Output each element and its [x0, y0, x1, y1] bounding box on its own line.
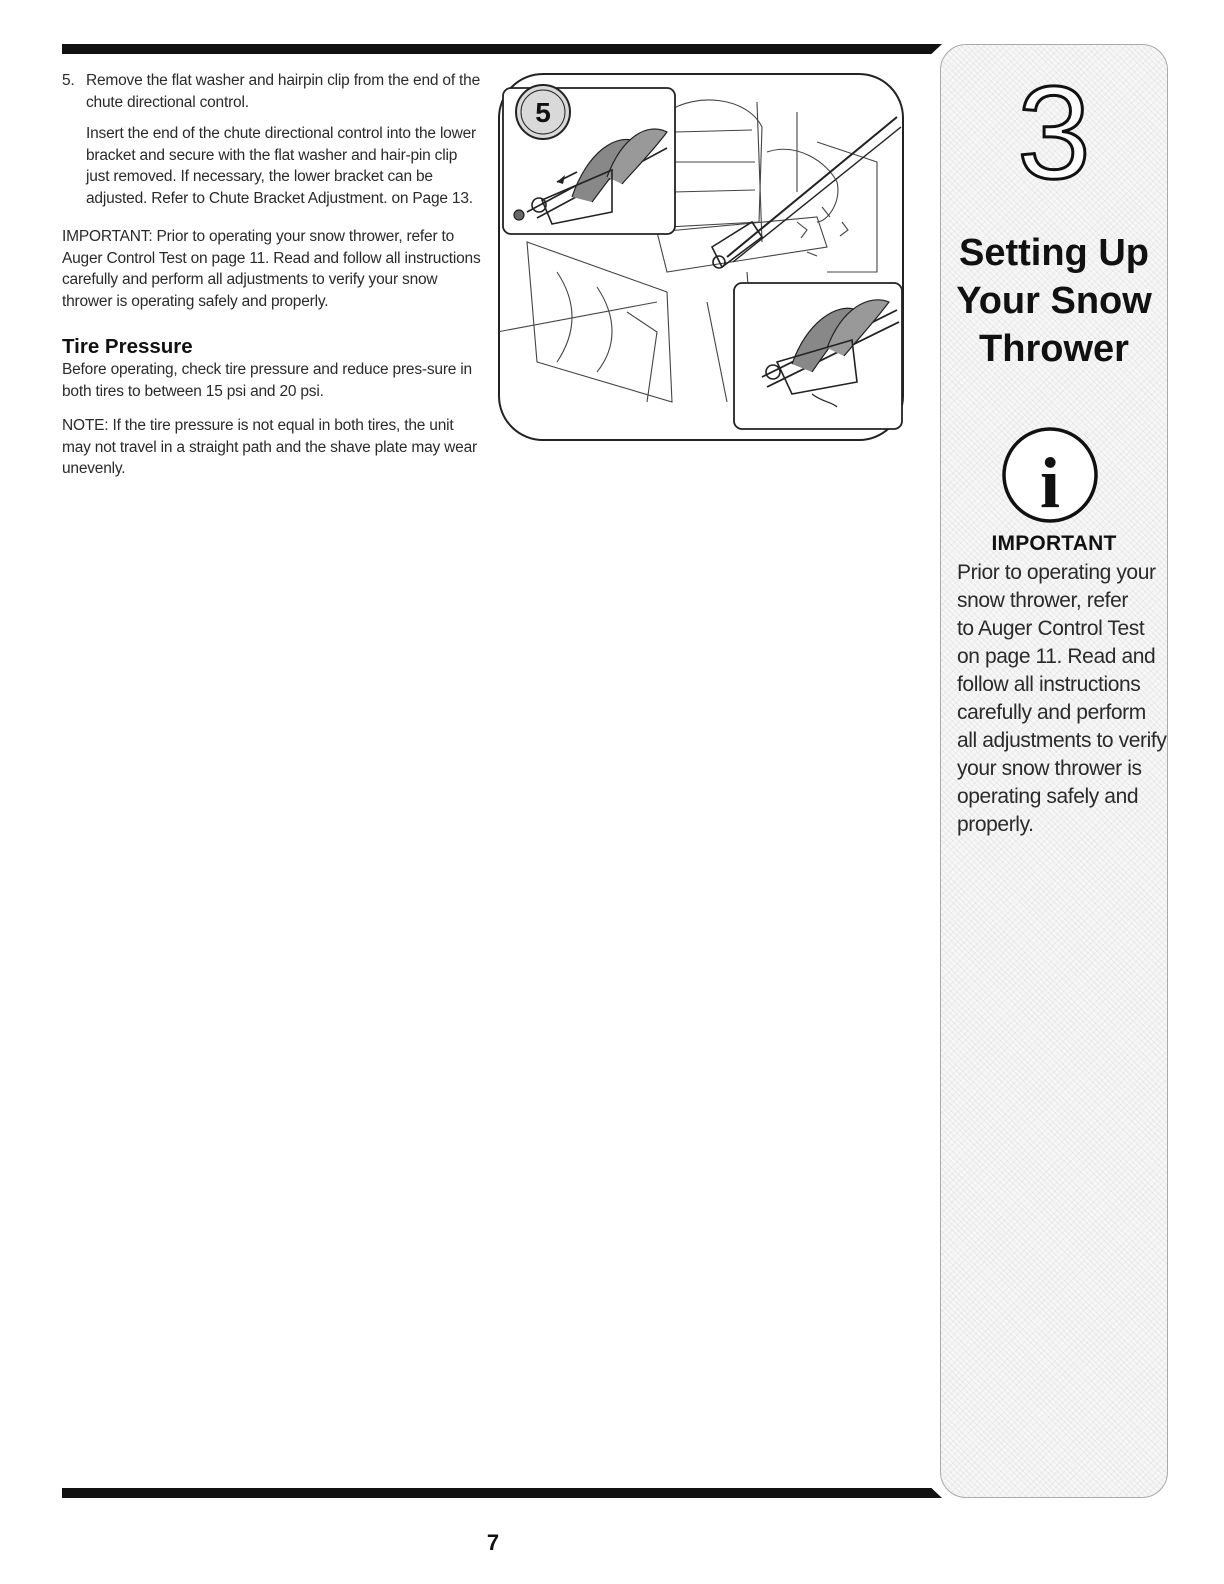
step-5-callout-number: 5 [535, 97, 551, 128]
chapter-title-line-1: Setting Up [959, 232, 1149, 274]
info-line-4: on page 11. Read and [957, 645, 1156, 668]
info-heading: IMPORTANT [991, 532, 1117, 555]
important-paragraph: IMPORTANT: Prior to operating your snow thrower, refer to Auger Control Test on page 11. Read and follow all instructions carefully and perform all adjustments to verify your snow thrower is operating safely and properly. [62, 228, 481, 310]
info-line-3: to Auger Control Test [957, 617, 1145, 640]
info-line-9: operating safely and [957, 785, 1139, 808]
step-5-paragraph-2: Insert the end of the chute directional control into the lower bracket and secure with the flat washer and hair-pin clip just removed. If necessary, the lower bracket can be adjusted. Refer to Chute Bracket Adjustment. on Page 13. [86, 125, 476, 207]
step-number: 5. [62, 72, 75, 89]
info-line-7: all adjustments to verify [957, 729, 1167, 752]
step-5-paragraph-1: Remove the flat washer and hairpin clip from the end of the chute directional control. [86, 72, 481, 111]
info-line-8: your snow thrower is [957, 757, 1142, 780]
info-line-10: properly. [957, 813, 1034, 836]
tire-pressure-body: Before operating, check tire pressure and reduce pres-sure in both tires to between 15 psi and 20 psi. [62, 361, 472, 400]
info-line-6: carefully and perform [957, 701, 1146, 724]
chute-control-illustration [497, 72, 905, 442]
info-icon [1000, 425, 1100, 525]
info-icon-glyph: i [1039, 443, 1061, 523]
chapter-number: 3 [1017, 59, 1091, 206]
top-rule [62, 44, 942, 54]
inset-detail-bottom [734, 283, 902, 429]
tire-pressure-heading: Tire Pressure [62, 335, 193, 358]
page-number: 7 [486, 1530, 500, 1555]
tire-pressure-note: NOTE: If the tire pressure is not equal in both tires, the unit may not travel in a straight path and the shave plate may wear unevenly. [62, 417, 477, 477]
info-line-2: snow thrower, refer [957, 589, 1128, 612]
main-text-column [62, 70, 482, 480]
step-5 [62, 70, 482, 209]
info-body [957, 559, 1167, 839]
bottom-rule [62, 1488, 942, 1498]
info-line-1: Prior to operating your [957, 561, 1156, 584]
chapter-sidebar [940, 44, 1168, 1498]
chapter-title-line-3: Thrower [979, 328, 1129, 370]
chapter-title-line-2: Your Snow [956, 280, 1152, 322]
step-body [86, 70, 482, 209]
step-5-callout [516, 85, 570, 139]
info-line-5: follow all instructions [957, 673, 1141, 696]
chapter-title [941, 229, 1167, 373]
